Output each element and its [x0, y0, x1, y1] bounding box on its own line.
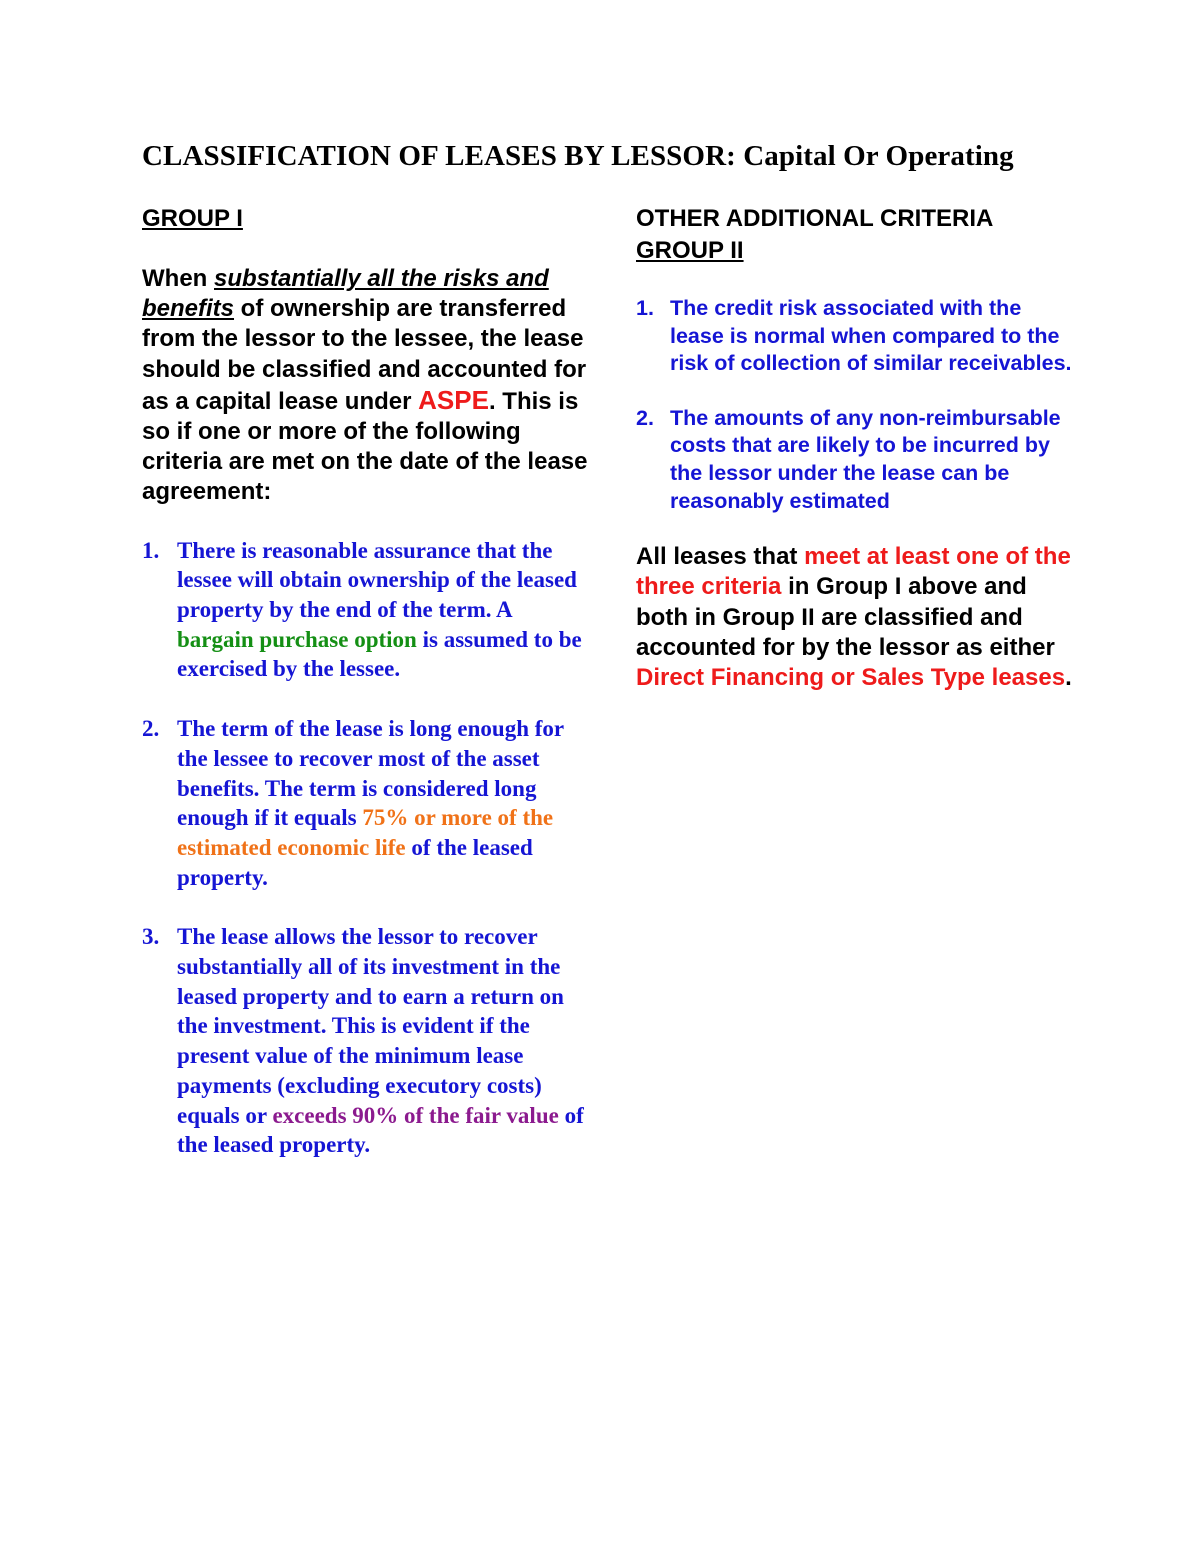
- group-one-criterion-2: 2. The term of the lease is long enough for the lessee to recover most of the asset benefits. The term is considered long enough if it equals 75% or more of the estimated economic life of the leased property.: [142, 716, 564, 890]
- additional-criteria-heading: OTHER ADDITIONAL CRITERIA: [636, 205, 994, 232]
- group-two-column: [636, 203, 1076, 693]
- criterion-number: 2.: [636, 405, 654, 430]
- criterion-number: 1.: [142, 537, 160, 563]
- group-one-criteria-list: [142, 536, 592, 1160]
- aspe-highlight: ASPE: [418, 384, 489, 415]
- risks-benefits-emphasis: substantially all the risks and benefits: [142, 265, 549, 323]
- group-one-column: [142, 203, 592, 1190]
- criterion-number: 1.: [636, 296, 654, 320]
- group-two-criterion-1: 1. The credit risk associated with the lease is normal when compared to the risk of collection of similar receivables.: [636, 296, 1072, 376]
- bargain-purchase-highlight: bargain purchase option: [177, 626, 417, 652]
- criterion-number: 3.: [142, 924, 160, 950]
- criterion-number: 2.: [142, 716, 160, 742]
- lease-types-highlight: Direct Financing or Sales Type leases: [636, 663, 1066, 691]
- three-criteria-highlight: meet at least one of the three criteria: [636, 543, 1071, 601]
- group-two-criteria-list: [636, 295, 1076, 515]
- fair-value-highlight: exceeds 90% of the fair value: [272, 1102, 559, 1128]
- group-one-heading: GROUP I: [142, 205, 243, 232]
- classification-conclusion: All leases that meet at least one of the three criteria in Group I above and both in Group II are classified and accounted for by the lessor as either Direct Financing or Sales Type leases.: [636, 543, 1072, 691]
- group-one-criterion-1: 1. There is reasonable assurance that the lessee will obtain ownership of the leased property by the end of the term. A bargain purchase option is assumed to be exercised by the lessee.: [142, 537, 582, 682]
- document-title: CLASSIFICATION OF LEASES BY LESSOR: Capital Or Operating: [142, 140, 1014, 172]
- group-one-criterion-3: 3. The lease allows the lessor to recover substantially all of its investment in the leased property and to earn a return on the investment. This is evident if the present value of the minimum lease payments (excluding executory costs) equals or exceeds 90% of the fair value of the leased property.: [142, 924, 584, 1158]
- economic-life-highlight: 75% or more of the estimated economic life: [177, 805, 554, 860]
- group-two-criterion-2: 2. The amounts of any non-reimbursable costs that are likely to be incurred by the lessor under the lease can be reasonably estimated: [636, 405, 1061, 513]
- group-one-intro: When substantially all the risks and benefits of ownership are transferred from the lessor to the lessee, the lease should be classified and accounted for as a capital lease under ASPE. This is so if one or more of the following criteria are met on the date of the lease agreement:: [142, 265, 588, 506]
- group-two-heading: GROUP II: [636, 237, 744, 264]
